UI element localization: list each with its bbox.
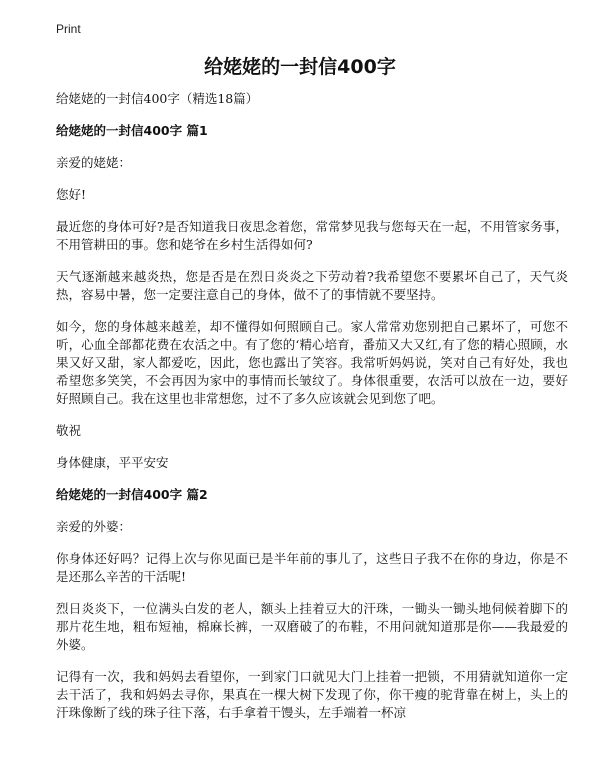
section-heading: 给姥姥的一封信400字 篇2 [56, 487, 208, 502]
body-paragraph: 天气逐渐越来越炎热，您是否是在烈日炎炎之下劳动着?我希望您不要累坏自己了，天气炎热，容易中暑，您一定要注意自己的身体，做不了的事情就不要坚持。 [56, 269, 568, 302]
body-paragraph: 你身体还好吗？记得上次与你见面已是半年前的事儿了，这些日子我不在你的身边，你是不是还那么辛苦的干活呢! [56, 551, 568, 584]
closing-phrase: 敬祝 [56, 423, 82, 438]
salutation: 亲爱的外婆： [56, 519, 132, 534]
body-paragraph: 如今，您的身体越来越差，却不懂得如何照顾自己。家人常常劝您别把自己累坏了，可您不听，心血全部都花费在农活之中。有了您的‘精心培育，番茄又大又红,有了您的精心照顾，水果又好又甜，家人都爱吃，因此，您也露出了笑容。我常听妈妈说，笑对自己有好处，我也希望您多笑笑，不会再因为家中的事情而长皱纹了。身体很重要，农活可以放在一边，要好好照顾自己。我在这里也非常想您，过不了多久应该就会见到您了吧。 [56, 319, 568, 406]
document-subtitle: 给姥姥的一封信400字（精选18篇） [56, 91, 259, 106]
closing-wish: 身体健康，平平安安 [56, 455, 169, 470]
print-link[interactable]: Print [56, 22, 81, 36]
greeting: 您好! [56, 187, 87, 202]
section-heading: 给姥姥的一封信400字 篇1 [56, 123, 208, 138]
body-paragraph: 烈日炎炎下，一位满头白发的老人，额头上挂着豆大的汗珠，一锄头一锄头地伺候着脚下的那片花生地，粗布短袖，棉麻长裤，一双磨破了的布鞋，不用问就知道那是你——我最爱的外婆。 [56, 601, 568, 652]
body-paragraph: 记得有一次，我和妈妈去看望你，一到家门口就见大门上挂着一把锁，不用猜就知道你一定去干活了，我和妈妈去寻你，果真在一棵大树下发现了你，你干瘦的驼背靠在树上，头上的汗珠像断了线的珠子往下落，右手拿着干馒头，左手端着一杯凉 [56, 669, 568, 720]
page-title: 给姥姥的一封信400字 [204, 56, 396, 78]
body-paragraph: 最近您的身体可好?是否知道我日夜思念着您，常常梦见我与您每天在一起，不用管家务事，不用管耕田的事。您和姥爷在乡村生活得如何? [56, 219, 568, 252]
document-body [56, 90, 568, 736]
salutation: 亲爱的姥姥： [56, 155, 132, 170]
